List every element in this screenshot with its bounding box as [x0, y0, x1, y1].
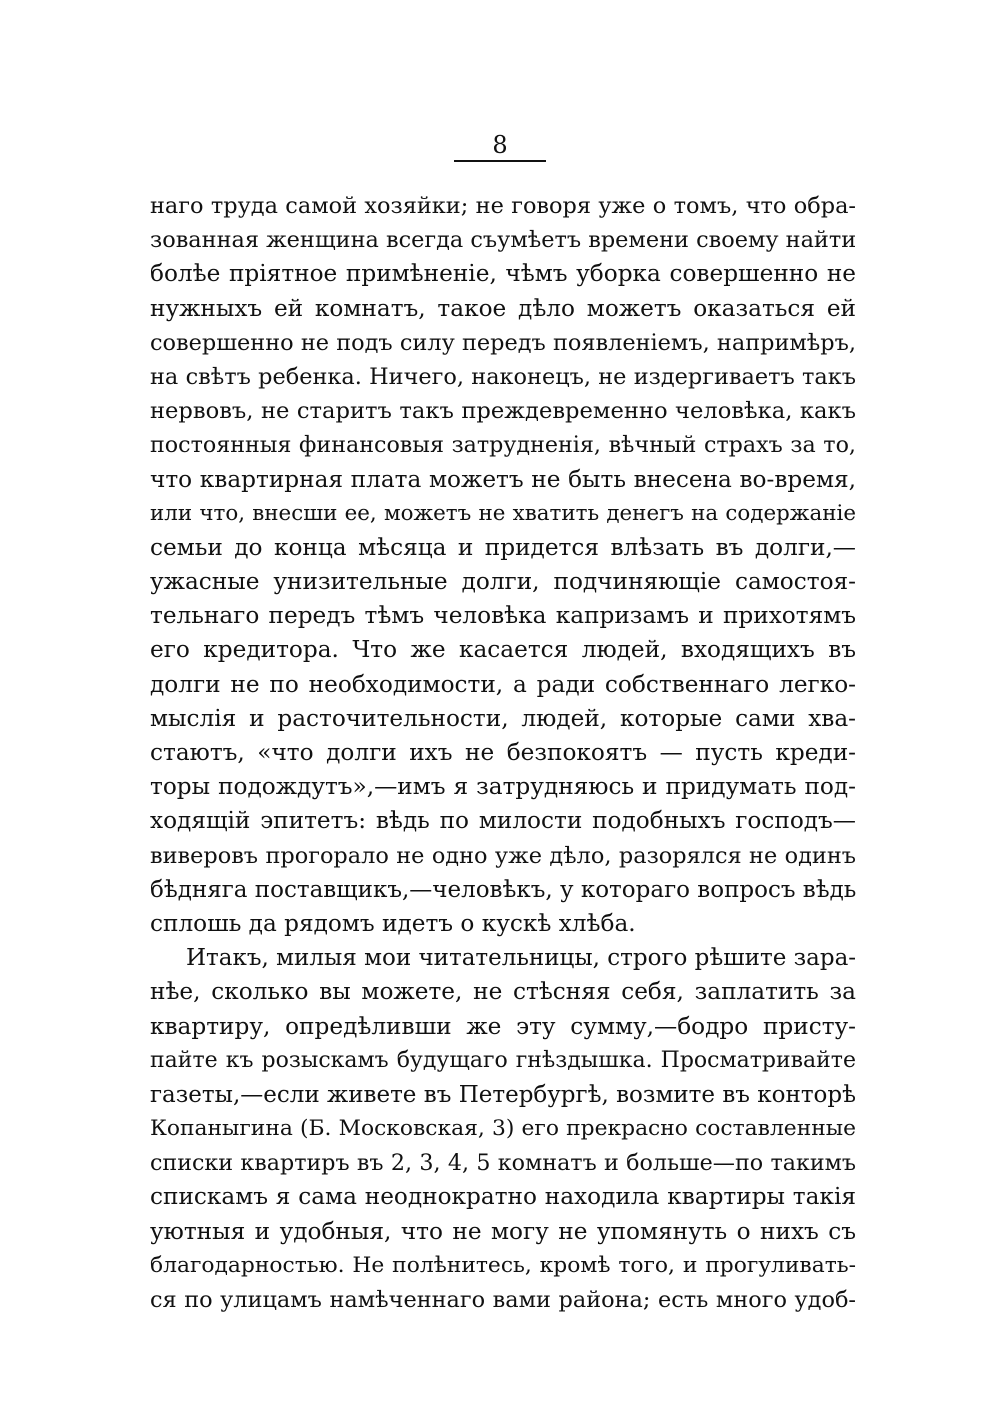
- text-line: на свѣтъ ребенка. Ничего, наконецъ, не издергиваетъ такъ: [150, 363, 856, 390]
- text-line: квартиру, опредѣливши же эту сумму,—бодро присту-: [150, 1012, 856, 1040]
- text-line: зованная женщина всегда съумѣетъ времени своему найти: [150, 227, 857, 254]
- text-line: его кредитора. Что же касается людей, входящихъ въ: [150, 636, 856, 664]
- text-line: торы подождутъ»,—имъ я затрудняюсь и придумать под-: [150, 773, 856, 801]
- text-line: нѣе, сколько вы можете, не стѣсняя себя, заплатить за: [150, 978, 856, 1006]
- text-line: болѣе пріятное примѣненіе, чѣмъ уборка совершенно не: [150, 260, 856, 288]
- paragraph-end-line: сплошь да рядомъ идетъ о кускѣ хлѣба.: [150, 909, 636, 937]
- text-line: спискамъ я сама неоднократно находила квартиры такія: [150, 1183, 856, 1211]
- text-line: наго труда самой хозяйки; не говоря уже о томъ, что обра-: [150, 193, 856, 219]
- text-line: мыслія и расточительности, людей, которые сами хва-: [150, 704, 856, 732]
- text-line: постоянныя финансовыя затрудненія, вѣчный страхъ за то,: [150, 432, 856, 459]
- text-line: ходящій эпитетъ: вѣдь по милости подобныхъ господъ—: [150, 807, 856, 835]
- text-line: виверовъ прогорало не одно уже дѣло, разорялся не одинъ: [150, 842, 856, 869]
- text-line: Копаныгина (Б. Московская, 3) его прекрасно составленные: [150, 1116, 856, 1142]
- text-line: семьи до конца мѣсяца и придется влѣзать въ долги,—: [150, 533, 856, 561]
- text-line: благодарностью. Не полѣнитесь, кромѣ того, и прогуливать-: [150, 1252, 856, 1278]
- page-number: 8: [492, 131, 508, 159]
- text-line: ся по улицамъ намѣченнаго вами района; есть много удоб-: [150, 1287, 856, 1313]
- paragraph-start-line: Итакъ, милыя мои читательницы, строго рѣшите зара-: [186, 945, 857, 972]
- text-line: тельнаго передъ тѣмъ человѣка капризамъ и прихотямъ: [150, 602, 856, 630]
- text-line: ужасные унизительные долги, подчиняющіе самостоя-: [150, 568, 856, 596]
- text-line: или что, внесши ее, можетъ не хватить денегъ на содержаніе: [150, 500, 856, 526]
- text-line: что квартирная плата можетъ не быть внесена во-время,: [150, 465, 856, 493]
- body-text: [150, 189, 856, 1317]
- page-number-rule: [454, 160, 546, 162]
- text-line: совершенно не подъ силу передъ появленіемъ, напримѣръ,: [150, 329, 856, 356]
- text-line: нервовъ, не старитъ такъ преждевременно человѣка, какъ: [150, 398, 856, 425]
- text-line: газеты,—если живете въ Петербургѣ, возмите въ конторѣ: [150, 1081, 856, 1108]
- text-line: нужныхъ ей комнатъ, такое дѣло можетъ оказаться ей: [150, 294, 856, 322]
- text-line: уютныя и удобныя, что не могу не упомянуть о нихъ съ: [150, 1217, 856, 1245]
- text-line: долги не по необходимости, а ради собственнаго легко-: [150, 670, 856, 698]
- text-line: списки квартиръ въ 2, 3, 4, 5 комнатъ и больше—по такимъ: [150, 1150, 856, 1177]
- text-line: пайте къ розыскамъ будущаго гнѣздышка. Просматривайте: [150, 1047, 856, 1073]
- text-line: стаютъ, «что долги ихъ не безпокоятъ — пусть креди-: [150, 739, 856, 766]
- text-line: бѣдняга поставщикъ,—человѣкъ, у котораго вопросъ вѣдь: [150, 876, 857, 903]
